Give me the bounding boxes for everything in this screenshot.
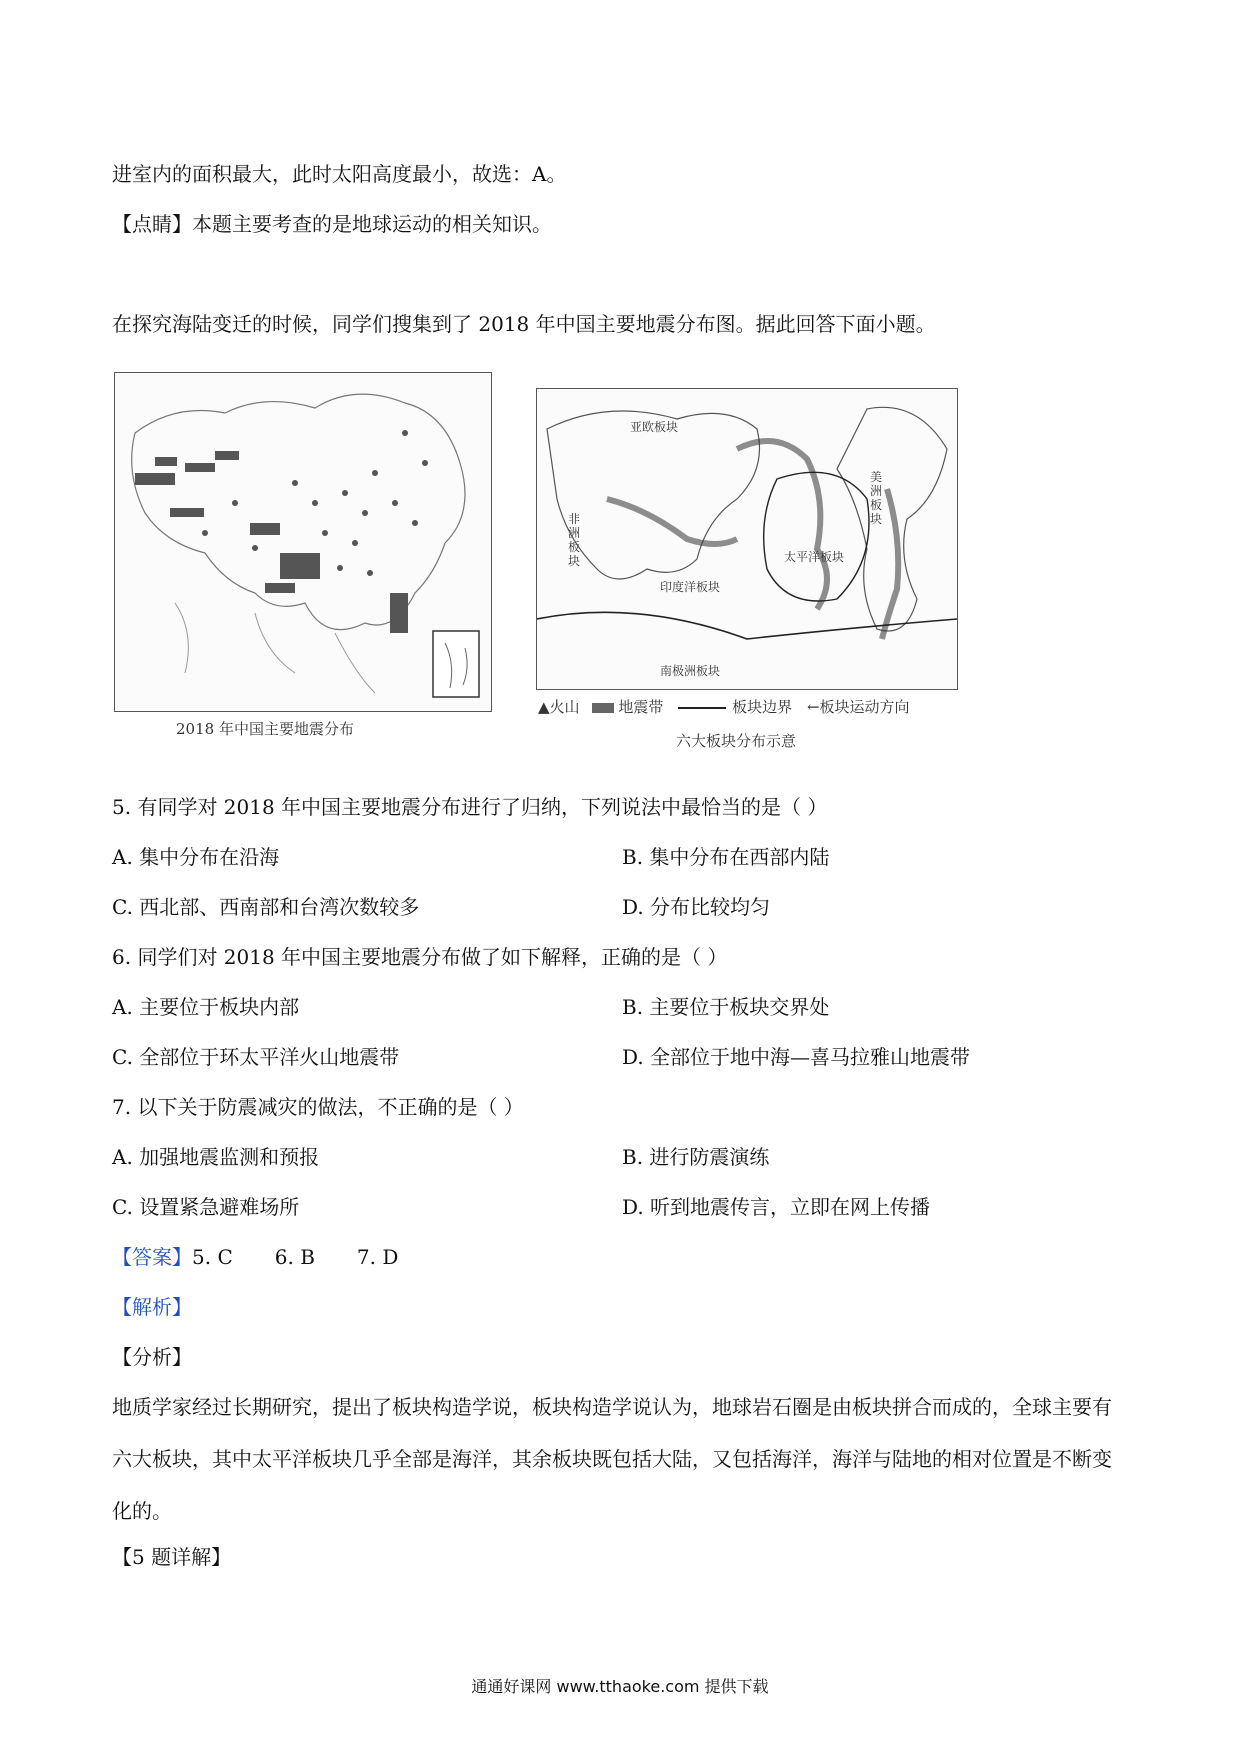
q7-option-d[interactable]: D. 听到地震传言，立即在网上传播	[622, 1195, 931, 1219]
plates-legend	[538, 696, 910, 717]
intro-line-1: 进室内的面积最大，此时太阳高度最小，故选：A。	[112, 162, 567, 186]
q5-option-b[interactable]: B. 集中分布在西部内陆	[622, 845, 830, 869]
q6-option-a[interactable]: A. 主要位于板块内部	[112, 995, 300, 1019]
plate-label-eurasian: 亚欧板块	[630, 420, 679, 434]
q7-option-a[interactable]: A. 加强地震监测和预报	[112, 1145, 320, 1169]
analysis-label: 【解析】	[112, 1295, 192, 1319]
arrow-icon: ←	[806, 698, 820, 716]
q5-option-c[interactable]: C. 西北部、西南部和台湾次数较多	[112, 895, 420, 919]
plate-label-antarctic: 南极洲板块	[660, 664, 721, 678]
q5-option-a[interactable]: A. 集中分布在沿海	[112, 845, 280, 869]
plates-map-caption: 六大板块分布示意	[676, 732, 797, 750]
answer-line	[112, 1243, 440, 1271]
analysis-text: 地质学家经过长期研究，提出了板块构造学说，板块构造学说认为，地球岩石圈是由板块拼合而成的，全球主要有六大板块，其中太平洋板块几乎全部是海洋，其余板块既包括大陆，又包括海洋，海洋与陆地的相对位置是不断变化的。	[112, 1395, 1112, 1523]
volcano-icon: ▲	[538, 698, 550, 716]
q6-option-b[interactable]: B. 主要位于板块交界处	[622, 995, 830, 1019]
legend-plate-boundary: 板块边界	[732, 698, 793, 716]
intro-line-2: 【点睛】本题主要考查的是地球运动的相关知识。	[112, 212, 552, 236]
legend-volcano: 火山	[549, 698, 580, 716]
q6-option-c[interactable]: C. 全部位于环太平洋火山地震带	[112, 1045, 400, 1069]
plate-label-american: 美洲板块	[870, 470, 883, 526]
q6-option-d[interactable]: D. 全部位于地中海—喜马拉雅山地震带	[622, 1045, 971, 1069]
question-5-stem: 5. 有同学对 2018 年中国主要地震分布进行了归纳，下列说法中最恰当的是（ ）	[112, 795, 828, 819]
answer-6: 6. B	[274, 1245, 315, 1269]
plate-label-pacific: 太平洋板块	[784, 550, 845, 564]
q7-option-b[interactable]: B. 进行防震演练	[622, 1145, 770, 1169]
china-map-graphic	[115, 373, 491, 711]
page-footer: 通通好课网 www.tthaoke.com 提供下载	[471, 1677, 769, 1696]
question-7-stem: 7. 以下关于防震减灾的做法，不正确的是（ ）	[112, 1095, 524, 1119]
china-map-caption: 2018 年中国主要地震分布	[176, 720, 354, 738]
china-earthquake-map	[114, 372, 492, 712]
question-stem: 在探究海陆变迁的时候，同学们搜集到了 2018 年中国主要地震分布图。据此回答下面小题。	[112, 312, 936, 336]
fenxi-label: 【分析】	[112, 1345, 192, 1369]
answer-label: 【答案】	[112, 1245, 192, 1269]
plate-label-african: 非洲板块	[568, 512, 581, 568]
seismic-belt-icon	[592, 703, 614, 713]
detail-label: 【5 题详解】	[112, 1545, 232, 1569]
q5-option-d[interactable]: D. 分布比较均匀	[622, 895, 771, 919]
legend-plate-motion: 板块运动方向	[819, 698, 910, 716]
answer-5: 5. C	[192, 1245, 233, 1269]
legend-seismic-belt: 地震带	[618, 698, 664, 716]
plate-label-indian-ocean: 印度洋板块	[660, 580, 721, 594]
answer-7: 7. D	[356, 1245, 399, 1269]
question-6-stem: 6. 同学们对 2018 年中国主要地震分布做了如下解释，正确的是（ ）	[112, 945, 728, 969]
plates-map	[536, 388, 958, 690]
q7-option-c[interactable]: C. 设置紧急避难场所	[112, 1195, 300, 1219]
plate-boundary-icon	[678, 707, 726, 709]
plates-map-graphic	[537, 389, 957, 689]
